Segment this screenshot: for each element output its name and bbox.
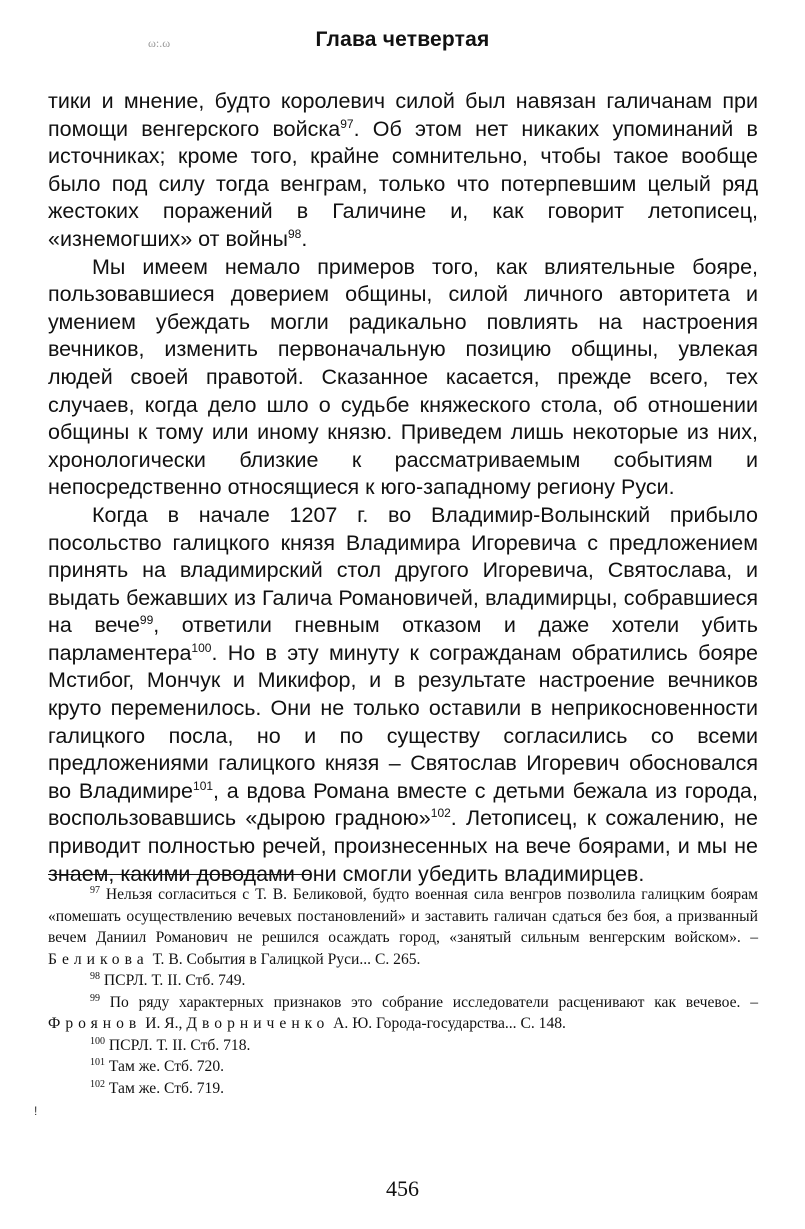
footnote-97: $^{97}$ Нельзя согласиться с Т. В. Беликовой, будто военная сила венгров позволила галицким боярам «помешать осуществлению вечевых постановлений» и заставить галичан сдаться без боя, а призванный вечем Даниил Романович не решился осаждать город, «занятый сильным венгерским войском». – Беликова Т. В. События в Галицкой Руси... С. 265.	[48, 884, 758, 968]
footnote-divider	[48, 874, 310, 875]
paragraph-3: Когда в начале 1207 г. во Владимир-Волынский прибыло посольство галицкого князя Владимира Игоревича с предложением принять на владимирский стол другого Игоревича, Святослава, и выдать бежавших из Галича Романовичей, владимирцы, собравшиеся на вече$^{99}$, ответили гневным отказом и даже хотели убить парламентера$^{100}$. Но в эту минуту к согражданам обратились бояре Мстибог, Мончук и Микифор, и в результате настроение вечников круто переменилось. Они не только оставили в неприкосновенности галицкого посла, но и по существу согласились со всеми предложениями галицкого князя – Святослав Игоревич обосновался во Владимире$^{101}$, а вдова Романа вместе с детьми бежала из города, воспользовавшись «дырою градною»$^{102}$. Летописец, к сожалению, не приводит полностью речей, произнесенных на вече боярами, и мы не знаем, какими доводами они смогли убедить владимирцев.	[48, 502, 758, 886]
author-name: Дворниченко	[186, 1015, 330, 1032]
footnote-ref-97[interactable]: 97	[340, 116, 354, 131]
footnote-100: $^{100}$ ПСРЛ. Т. II. Стб. 718.	[90, 1035, 251, 1054]
footnote-101: $^{101}$ Там же. Стб. 720.	[90, 1056, 225, 1075]
footnote-98: $^{98}$ ПСРЛ. Т. II. Стб. 749.	[90, 970, 246, 989]
paragraph-2: Мы имеем немало примеров того, как влиятельные бояре, пользовавшиеся доверием общины, силой личного авторитета и умением убеждать могли радикально повлиять на настроения вечников, изменить первоначальную позицию общины, увлекая людей своей правотой. Сказанное касается, прежде всего, тех случаев, когда дело шло о судьбе княжеского стола, об отношении общины к тому или иному князю. Приведем лишь некоторые из них, хронологически близкие к рассматриваемым событиям и непосредственно относящиеся к юго-западному региону Руси.	[48, 254, 758, 500]
footnote-102: $^{102}$ Там же. Стб. 719.	[90, 1078, 225, 1097]
faint-header-mark: ω:.ω	[148, 36, 171, 50]
footnote-ref-101[interactable]: 101	[193, 778, 214, 793]
footnote-ref-102[interactable]: 102	[430, 806, 451, 821]
stray-mark: !	[34, 1104, 38, 1118]
footnote-ref-100[interactable]: 100	[191, 640, 212, 655]
main-text	[48, 88, 758, 888]
paragraph-1: тики и мнение, будто королевич силой был навязан галичанам при помощи венгерского войска$^{97}$. Об этом нет никаких упоминаний в источниках; кроме того, крайне сомнительно, чтобы такое вообще было под силу тогда венграм, только что потерпевшим целый ряд жестоких поражений в Галичине и, как говорит летописец, «изнемогших» от войны$^{98}$.	[48, 89, 758, 251]
footnotes	[48, 884, 758, 1099]
author-name: Беликова	[48, 950, 149, 968]
chapter-header: Глава четвертая	[315, 28, 490, 51]
footnote-ref-99[interactable]: 99	[139, 613, 154, 628]
page-number: 456	[386, 1176, 419, 1201]
footnote-ref-98[interactable]: 98	[287, 226, 302, 241]
footnote-99: $^{99}$ По ряду характерных признаков это собрание исследователи расценивают как вечевое. – Фроянов И. Я., Дворниченко А. Ю. Города-государства... С. 148.	[48, 992, 758, 1032]
author-name: Фроянов	[48, 1015, 142, 1032]
